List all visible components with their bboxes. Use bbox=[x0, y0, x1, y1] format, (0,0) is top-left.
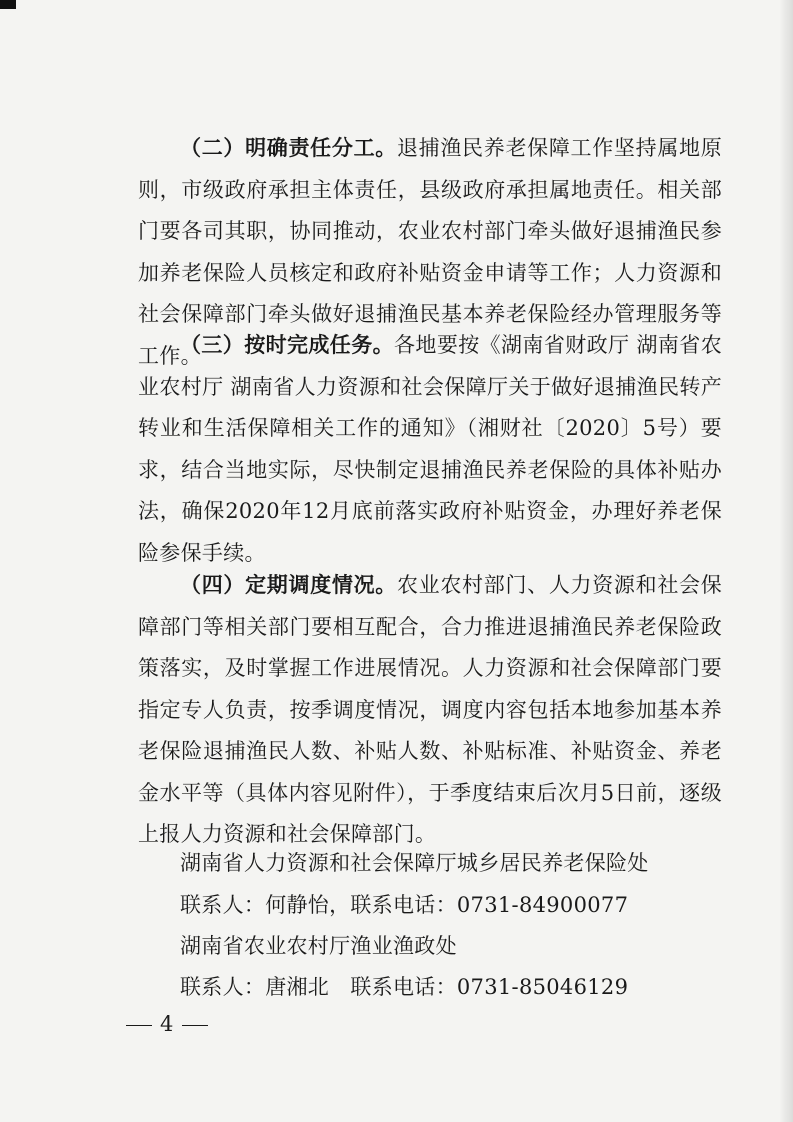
page-number-value: 4 bbox=[160, 1012, 175, 1036]
page-number-dash-right bbox=[182, 1025, 208, 1026]
contact-1-person: 联系人：何静怡，联系电话：0731-84900077 bbox=[180, 893, 629, 917]
section-4-paragraph bbox=[138, 565, 722, 856]
scan-corner-mark bbox=[0, 0, 16, 9]
section-4-heading: （四）定期调度情况。 bbox=[180, 573, 397, 597]
section-3-heading: （三）按时完成任务。 bbox=[180, 333, 395, 357]
section-3-body: 各地要按《湖南省财政厅 湖南省农业农村厅 湖南省人力资源和社会保障厅关于做好退捕渔民转产转业和生活保障相关工作的通知》（湘财社〔2020〕5号）要求，结合当地实际，尽快制定退捕渔民养老保险的具体补贴办法，确保2020年12月底前落实政府补贴资金，办理好养老保险参保手续。 bbox=[138, 333, 722, 565]
page-number-dash-left bbox=[126, 1025, 152, 1026]
contact-1-org: 湖南省人力资源和社会保障厅城乡居民养老保险处 bbox=[180, 851, 649, 875]
page-number bbox=[118, 1012, 216, 1036]
section-2-body: 退捕渔民养老保障工作坚持属地原则，市级政府承担主体责任，县级政府承担属地责任。相关部门要各司其职，协同推动，农业农村部门牵头做好退捕渔民参加养老保险人员核定和政府补贴资金申请等工作；人力资源和社会保障部门牵头做好退捕渔民基本养老保险经办管理服务等工作。 bbox=[138, 136, 723, 368]
section-2-heading: （二）明确责任分工。 bbox=[180, 136, 397, 160]
contact-2-person: 联系人：唐湘北 联系电话：0731-85046129 bbox=[180, 975, 629, 999]
section-3-paragraph bbox=[138, 325, 722, 574]
section-4-body: 农业农村部门、人力资源和社会保障部门等相关部门要相互配合，合力推进退捕渔民养老保险政策落实，及时掌握工作进展情况。人力资源和社会保障部门要指定专人负责，按季调度情况，调度内容包括本地参加基本养老保险退捕渔民人数、补贴人数、补贴标准、补贴资金、养老金水平等（具体内容见附件），于季度结束后次月5日前，逐级上报人力资源和社会保障部门。 bbox=[138, 573, 723, 846]
scan-edge-shadow bbox=[779, 0, 793, 1122]
contact-2-org: 湖南省农业农村厅渔业渔政处 bbox=[180, 934, 457, 958]
